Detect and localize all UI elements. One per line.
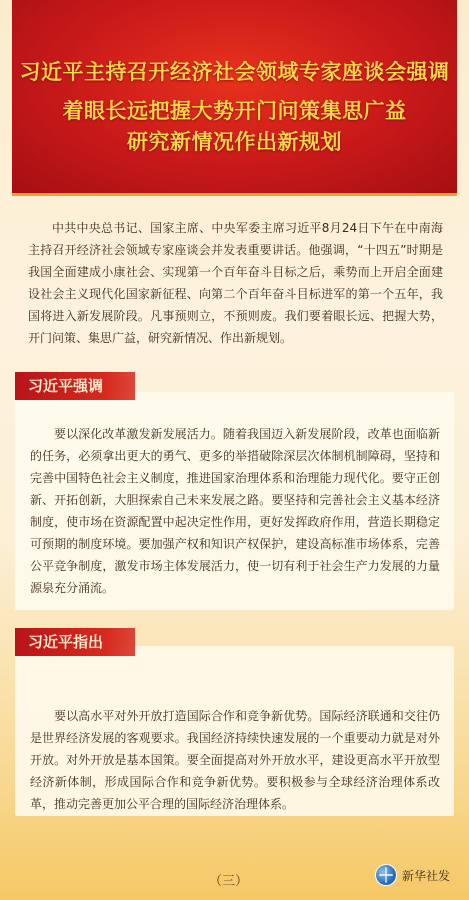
- section-text-2: 要以高水平对外开放打造国际合作和竞争新优势。国际经济联通和交往仍是世界经济发展的客观要求。我国经济持续快速发展的一个重要动力就是对外开放。对外开放是基本国策。要全面提高对外开放水平，建设更高水平开放型经济新体制，形成国际合作和竞争新优势。要积极参与全球经济治理体系改革，推动完善更加公平合理的国际经济治理体系。: [30, 709, 440, 811]
- globe-icon: [375, 864, 397, 886]
- xinhua-logo: [375, 864, 450, 886]
- section-text-1: 要以深化改革激发新发展活力。随着我国迈入新发展阶段，改革也面临新的任务，必须拿出更大的勇气、更多的举措破除深层次体制机制障碍，坚持和完善中国特色社会主义制度，推进国家治理体系和治理能力现代化。要守正创新、开拓创新，大胆探索自己未来发展之路。要坚持和完善社会主义基本经济制度，使市场在资源配置中起决定性作用，更好发挥政府作用，营造长期稳定可预期的制度环境。要加强产权和知识产权保护，建设高标准市场体系，完善公平竞争制度，激发市场主体发展活力，使一切有利于社会生产力发展的力量源泉充分涌流。: [30, 427, 440, 595]
- section-tag-2: 习近平指出: [15, 628, 135, 656]
- title-line-2: 着眼长远把握大势开门问策集思广益: [62, 99, 407, 123]
- title-line-3: 研究新情况作出新规划: [127, 130, 342, 154]
- page-number: （三）: [209, 874, 249, 889]
- logo-text: 新华社发: [402, 868, 451, 883]
- title-line-1: 习近平主持召开经济社会领域专家座谈会强调: [19, 60, 450, 84]
- header-banner: [12, 0, 457, 196]
- section-tag-1: 习近平强调: [15, 372, 135, 400]
- intro-paragraph: 中共中央总书记、国家主席、中央军委主席习近平8月24日下午在中南海主持召开经济社会领域专家座谈会并发表重要讲话。他强调，“十四五”时期是我国全面建成小康社会、实现第一个百年奋斗目标之后，乘势而上开启全面建设社会主义现代化国家新征程、向第二个百年奋斗目标进军的第一个五年，我国将进入新发展阶段。凡事预则立，不预则废。我们要着眼长远、把握大势，开门问策、集思广益，研究新情况、作出新规划。: [28, 221, 443, 345]
